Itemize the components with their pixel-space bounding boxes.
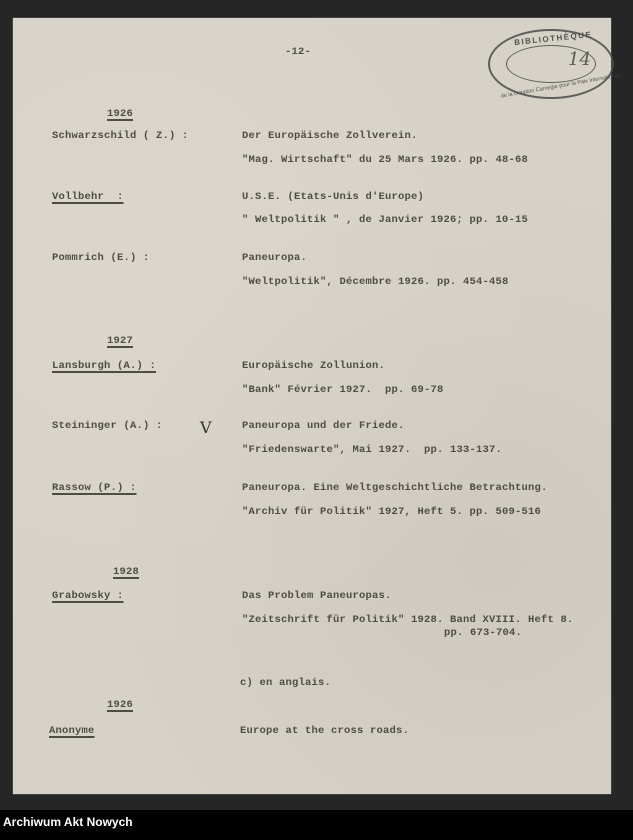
entry-source: "Archiv für Politik" 1927, Heft 5. pp. 509-516 xyxy=(242,506,542,518)
entry-title: Paneuropa und der Friede. xyxy=(242,420,405,432)
subheading-english: c) en anglais. xyxy=(240,677,332,689)
entry-title: U.S.E. (Etats-Unis d'Europe) xyxy=(242,191,425,203)
entry-source: "Zeitschrift für Politik" 1928. Band XVIII. Heft 8. xyxy=(242,614,574,626)
entry-title: Paneuropa. xyxy=(242,252,308,264)
entry-source: " Weltpolitik " , de Janvier 1926; pp. 10-15 xyxy=(242,214,529,226)
entry-source: "Mag. Wirtschaft" du 25 Mars 1926. pp. 48-68 xyxy=(242,154,529,166)
entry-source: "Friedenswarte", Mai 1927. pp. 133-137. xyxy=(242,444,503,456)
entry-source: "Weltpolitik", Décembre 1926. pp. 454-458 xyxy=(242,276,509,288)
year-heading-1927: 1927 xyxy=(107,335,134,347)
entry-author: Steininger (A.) : xyxy=(52,420,163,432)
year-heading-1926: 1926 xyxy=(107,108,134,120)
entry-author: Vollbehr : xyxy=(52,191,124,203)
stamp-title: BIBLIOTHÈQUE xyxy=(513,29,593,48)
entry-source-continued: pp. 673-704. xyxy=(444,627,523,639)
entry-author: Schwarzschild ( Z.) : xyxy=(52,130,189,142)
entry-source: "Bank" Février 1927. pp. 69-78 xyxy=(242,384,444,396)
entry-title: Der Europäische Zollverein. xyxy=(242,130,418,142)
library-stamp xyxy=(488,29,623,100)
entry-author: Pommrich (E.) : xyxy=(52,252,150,264)
stamp-handwritten-number: 14 xyxy=(568,49,591,70)
entry-title: Paneuropa. Eine Weltgeschichtliche Betrachtung. xyxy=(242,482,548,494)
handwritten-check-mark: V xyxy=(200,418,212,437)
year-heading-1926-english: 1926 xyxy=(107,699,134,711)
entry-author: Anonyme xyxy=(49,725,95,737)
entry-title: Das Problem Paneuropas. xyxy=(242,590,392,602)
page-number: -12- xyxy=(285,46,312,58)
entry-title: Europe at the cross roads. xyxy=(240,725,410,737)
entry-author: Rassow (P.) : xyxy=(52,482,137,494)
entry-title: Europäische Zollunion. xyxy=(242,360,386,372)
year-heading-1928: 1928 xyxy=(113,566,140,578)
archive-name-footer: Archiwum Akt Nowych xyxy=(3,815,133,829)
stamp-circular-text: de la Dotation Carnegie pour la Paix Internationale xyxy=(500,72,623,100)
entry-author: Lansburgh (A.) : xyxy=(52,360,157,372)
entry-author: Grabowsky : xyxy=(52,590,124,602)
